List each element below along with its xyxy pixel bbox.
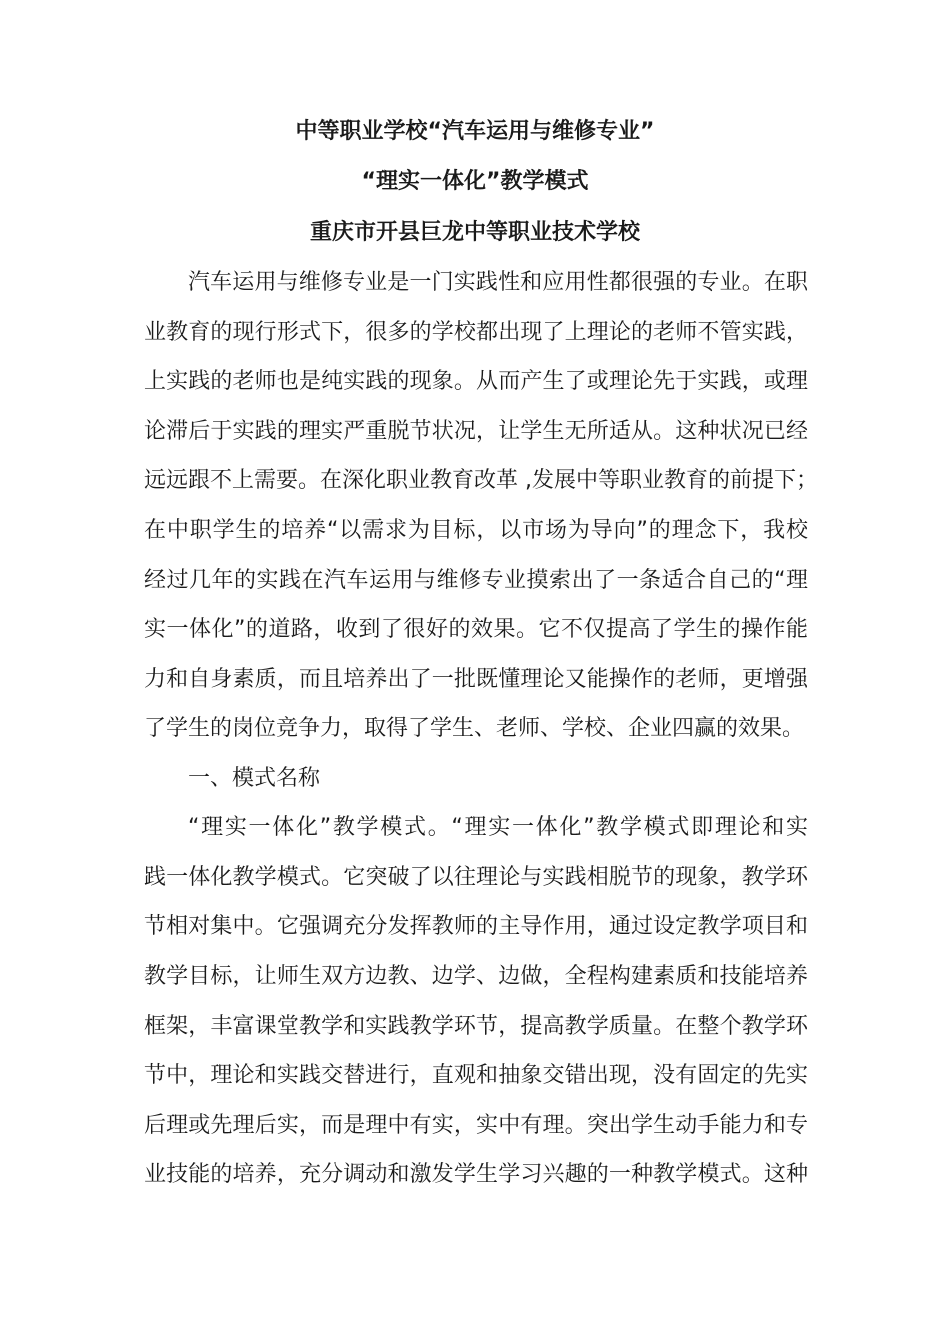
section-paragraph-line: 教学目标，让师生双方边教、边学、边做，全程构建素质和技能培养	[144, 964, 808, 989]
intro-paragraph-line: 汽车运用与维修专业是一门实践性和应用性都很强的专业。在职	[188, 270, 808, 295]
section-paragraph-line: 后理或先理后实，而是理中有实，实中有理。突出学生动手能力和专	[144, 1113, 808, 1138]
intro-paragraph-line: 上实践的老师也是纯实践的现象。从而产生了或理论先于实践，或理	[144, 369, 808, 394]
intro-paragraph-line: 了学生的岗位竞争力，取得了学生、老师、学校、企业四赢的效果。	[144, 716, 805, 741]
intro-paragraph-line: 力和自身素质，而且培养出了一批既懂理论又能操作的老师，更增强	[144, 667, 808, 692]
intro-paragraph-line: 论滞后于实践的理实严重脱节状况，让学生无所适从。这种状况已经	[144, 419, 808, 444]
document-title-line2: “理实一体化”教学模式	[361, 169, 589, 194]
section-paragraph-line: 节中，理论和实践交替进行，直观和抽象交错出现，没有固定的先实	[144, 1063, 808, 1088]
section-paragraph-line: 框架，丰富课堂教学和实践教学环节，提高教学质量。在整个教学环	[144, 1014, 808, 1039]
section-heading: 一、模式名称	[188, 766, 321, 791]
section-paragraph-line: 节相对集中。它强调充分发挥教师的主导作用，通过设定教学项目和	[144, 914, 808, 939]
document-title-line1: 中等职业学校“汽车运用与维修专业”	[295, 119, 655, 144]
school-name: 重庆市开县巨龙中等职业技术学校	[309, 220, 640, 245]
intro-paragraph-line: 经过几年的实践在汽车运用与维修专业摸索出了一条适合自己的“理	[144, 568, 808, 593]
intro-paragraph-line: 远远跟不上需要。在深化职业教育改革 ,发展中等职业教育的前提下；	[144, 468, 818, 493]
intro-paragraph-line: 在中职学生的培养“以需求为目标，以市场为导向”的理念下，我校	[144, 518, 808, 543]
intro-paragraph-line: 实一体化”的道路，收到了很好的效果。它不仅提高了学生的操作能	[144, 617, 808, 642]
section-paragraph-line: 业技能的培养，充分调动和激发学生学习兴趣的一种教学模式。这种	[144, 1162, 808, 1187]
section-paragraph-line: “理实一体化”教学模式。“理实一体化”教学模式即理论和实	[188, 815, 808, 840]
intro-paragraph-line: 业教育的现行形式下，很多的学校都出现了上理论的老师不管实践，	[144, 320, 808, 345]
section-paragraph-line: 践一体化教学模式。它突破了以往理论与实践相脱节的现象，教学环	[144, 865, 808, 890]
